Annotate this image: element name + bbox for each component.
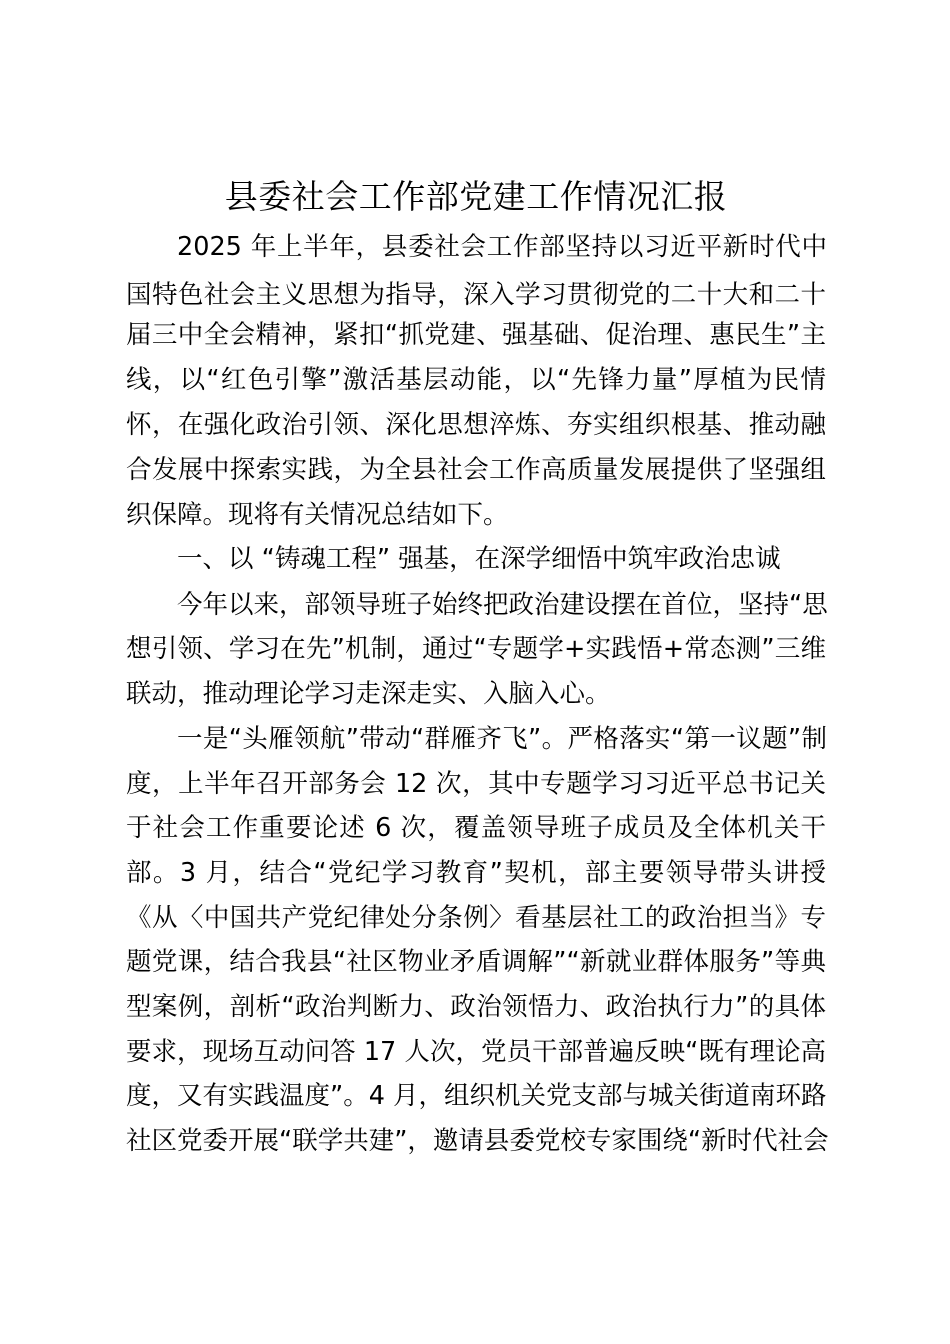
- paragraph-line: 题党课，结合我县“社区物业矛盾调解”“新就业群体服务”等典: [126, 947, 826, 977]
- paragraph-line: 一是“头雁领航”带动“群雁齐飞”。严格落实“第一议题”制: [177, 724, 827, 754]
- paragraph-line: 怀，在强化政治引领、深化思想淬炼、夯实组织根基、推动融: [126, 410, 826, 440]
- paragraph-line: 届三中全会精神，紧扣“抓党建、强基础、促治理、惠民生”主: [126, 320, 826, 350]
- paragraph-line: 要求，现场互动问答 17 人次，党员干部普遍反映“既有理论高: [126, 1037, 826, 1067]
- paragraph-line: 度，又有实践温度”。4 月，组织机关党支部与城关街道南环路: [126, 1081, 827, 1111]
- paragraph-line: 社区党委开展“联学共建”，邀请县委党校专家围绕“新时代社会: [126, 1126, 829, 1156]
- paragraph-line: 2025 年上半年，县委社会工作部坚持以习近平新时代中: [177, 232, 827, 262]
- paragraph-line: 织保障。现将有关情况总结如下。: [126, 500, 509, 530]
- paragraph-line: 《从〈中国共产党纪律处分条例〉看基层社工的政治担当》专: [126, 903, 826, 933]
- paragraph-line: 合发展中探索实践，为全县社会工作高质量发展提供了坚强组: [126, 455, 826, 485]
- paragraph-line: 部。3 月，结合“党纪学习教育”契机，部主要领导带头讲授: [126, 858, 826, 888]
- paragraph-line: 国特色社会主义思想为指导，深入学习贯彻党的二十大和二十: [126, 280, 826, 310]
- document-title: 县委社会工作部党建工作情况汇报: [224, 177, 728, 216]
- paragraph-line: 型案例，剖析“政治判断力、政治领悟力、政治执行力”的具体: [126, 992, 826, 1022]
- paragraph-line: 线，以“红色引擎”激活基层动能，以“先锋力量”厚植为民情: [126, 365, 826, 395]
- paragraph-line: 联动，推动理论学习走深走实、入脑入心。: [126, 679, 611, 709]
- paragraph-line: 今年以来，部领导班子始终把政治建设摆在首位，坚持“思: [177, 590, 828, 620]
- paragraph-line: 度，上半年召开部务会 12 次，其中专题学习习近平总书记关: [126, 769, 826, 799]
- paragraph-line: 于社会工作重要论述 6 次，覆盖领导班子成员及全体机关干: [126, 813, 826, 843]
- section-heading: 一、以 “铸魂工程” 强基，在深学细悟中筑牢政治忠诚: [177, 544, 781, 574]
- paragraph-line: 想引领、学习在先”机制，通过“专题学+实践悟+常态测”三维: [126, 634, 826, 664]
